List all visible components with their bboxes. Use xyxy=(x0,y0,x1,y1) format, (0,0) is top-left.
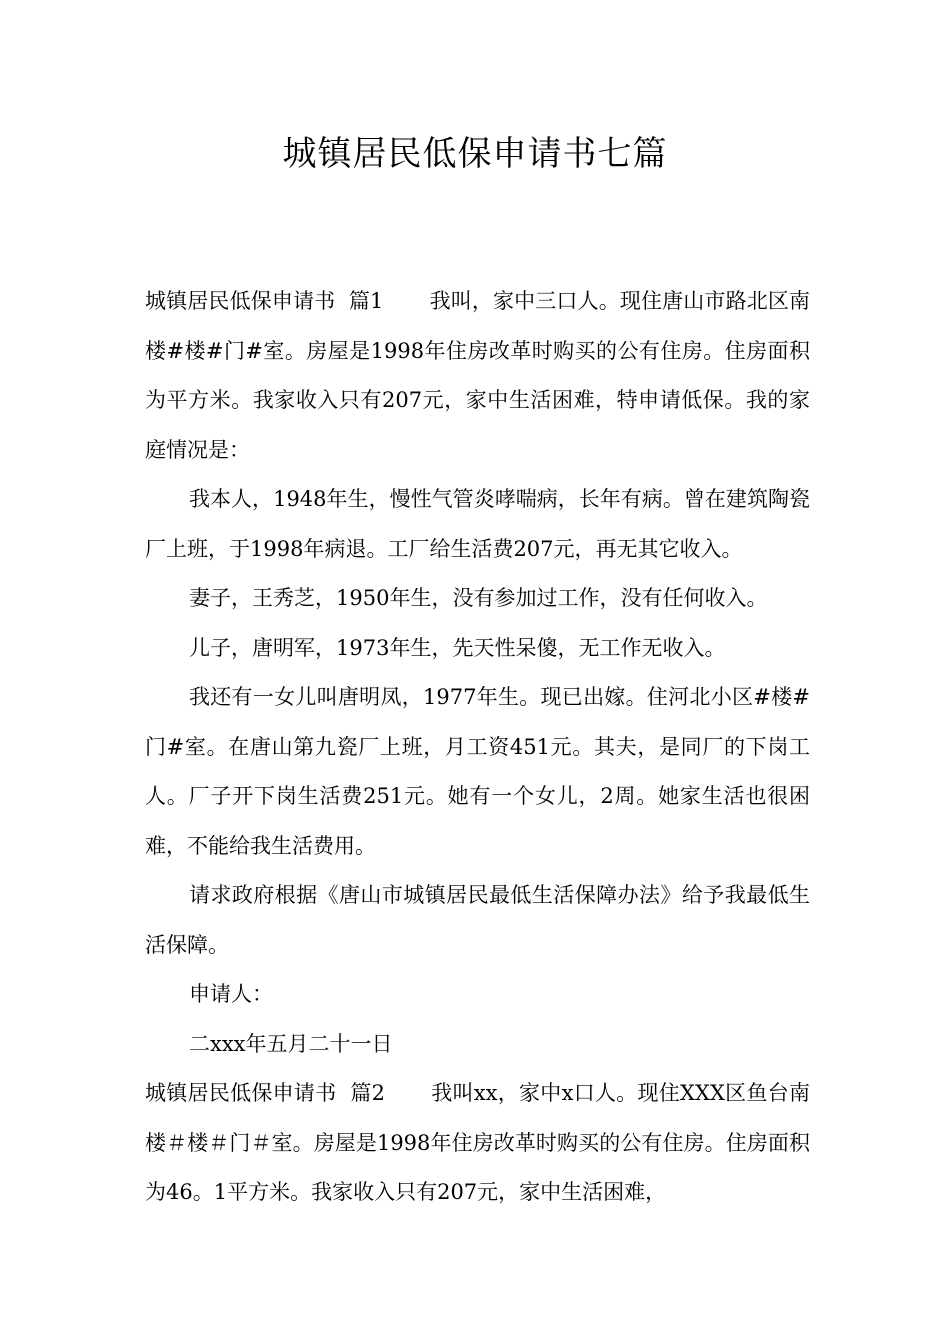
section-2-heading: 城镇居民低保申请书 篇2 xyxy=(145,1081,385,1105)
document-title: 城镇居民低保申请书七篇 xyxy=(282,134,668,174)
paragraph-request: 请求政府根据《唐山市城镇居民最低生活保障办法》给予我最低生活保障。 xyxy=(145,883,810,957)
section-1-intro xyxy=(145,277,810,475)
section-2-intro xyxy=(145,1069,810,1218)
document-body xyxy=(145,277,810,1218)
paragraph-wife: 妻子，王秀芝，1950年生，没有参加过工作，没有任何收入。 xyxy=(189,586,768,610)
paragraph-self: 我本人，1948年生，慢性气管炎哮喘病，长年有病。曾在建筑陶瓷厂上班，于1998年病退。工厂给生活费207元，再无其它收入。 xyxy=(145,487,810,561)
paragraph-daughter: 我还有一女儿叫唐明凤，1977年生。现已出嫁。住河北小区#楼#门#室。在唐山第九瓷厂上班，月工资451元。其夫，是同厂的下岗工人。厂子开下岗生活费251元。她有一个女儿，2周。她家生活也很困难，不能给我生活费用。 xyxy=(145,685,810,858)
applicant-label: 申请人： xyxy=(189,982,273,1006)
section-1-intro-text: 我叫，家中三口人。现住唐山市路北区南楼#楼#门#室。房屋是1998年住房改革时购买的公有住房。住房面积为平方米。我家收入只有207元，家中生活困难，特申请低保。我的家庭情况是： xyxy=(145,289,811,462)
paragraph-son: 儿子，唐明军，1973年生，先天性呆傻，无工作无收入。 xyxy=(189,635,726,660)
section-1-heading: 城镇居民低保申请书 篇1 xyxy=(145,289,384,313)
date-line: 二xxx年五月二十一日 xyxy=(189,1031,393,1056)
section-2-intro-text: 我叫xx，家中x口人。现住XXX区鱼台南楼＃楼＃门＃室。房屋是1998年住房改革时购买的公有住房。住房面积为46。1平方米。我家收入只有207元，家中生活困难， xyxy=(145,1081,810,1204)
